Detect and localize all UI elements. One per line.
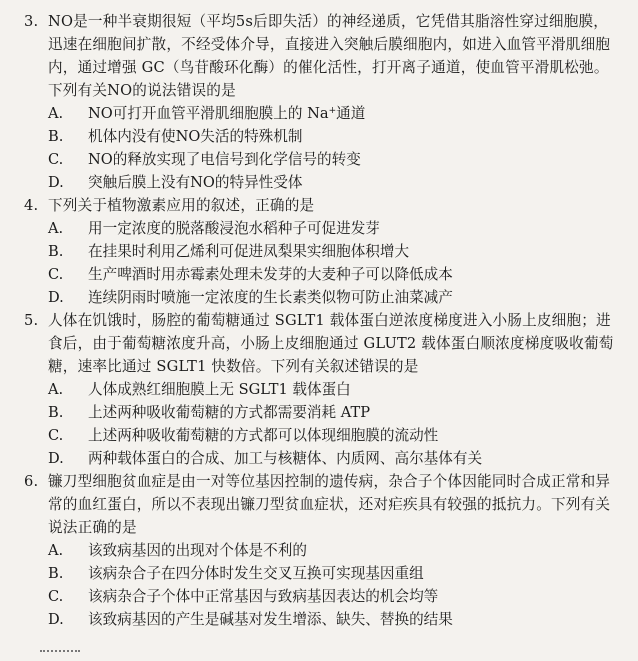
option-a [16, 102, 622, 125]
option-c [16, 424, 622, 447]
option-a [16, 378, 622, 401]
option-text: 该致病基因的出现对个体是不利的 [88, 542, 307, 559]
question-text: 下列关于植物激素应用的叙述，正确的是 [48, 197, 315, 214]
option-text: 生产啤酒时用赤霉素处理未发芽的大麦种子可以降低成本 [88, 266, 453, 283]
option-list [16, 378, 622, 470]
question-text: NO是一种半衰期很短（平均5s后即失活）的神经递质，它凭借其脂溶性穿过细胞膜，迅速在细胞间扩散，不经受体介导，直接进入突触后膜细胞内，如进入血管平滑肌细胞内，通过增强 GC（鸟苷酸环化酶）的催化活性，打开离子通道，使血管平滑肌松弛。下列有关NO的说法错误的是 [48, 13, 611, 99]
option-text: 上述两种吸收葡萄糖的方式都可以体现细胞膜的流动性 [88, 427, 439, 444]
question-text: 镰刀型细胞贫血症是由一对等位基因控制的遗传病，杂合子个体因能同时合成正常和异常的血红蛋白，所以不表现出镰刀型贫血症状，还对疟疾具有较强的抵抗力。下列有关说法正确的是 [48, 473, 611, 536]
option-d [16, 608, 622, 631]
option-b [16, 562, 622, 585]
option-c [16, 263, 622, 286]
option-c [16, 148, 622, 171]
question-number: 3. [24, 13, 39, 30]
option-text: 连续阴雨时喷施一定浓度的生长素类似物可防止油菜减产 [88, 289, 453, 306]
option-letter: B. [48, 243, 64, 260]
question-stem [16, 10, 622, 102]
option-letter: D. [48, 450, 64, 467]
option-text-tail: 通道 [336, 105, 366, 122]
option-text: 该病杂合子个体中正常基因与致病基因表达的机会均等 [88, 588, 439, 605]
question-5 [16, 309, 622, 470]
option-letter: C. [48, 151, 64, 168]
option-c [16, 585, 622, 608]
question-number: 6. [24, 473, 39, 490]
option-list [16, 102, 622, 194]
superscript-plus: + [328, 106, 337, 116]
option-letter: B. [48, 128, 64, 145]
option-text: 两种载体蛋白的合成、加工与核糖体、内质网、高尔基体有关 [88, 450, 483, 467]
option-letter: D. [48, 289, 64, 306]
option-a [16, 217, 622, 240]
option-text: 突触后膜上没有NO的特异性受体 [88, 174, 303, 191]
question-stem [16, 309, 622, 378]
cut-off-text-remnant [40, 650, 80, 656]
question-4 [16, 194, 622, 309]
option-text: 该致病基因的产生是碱基对发生增添、缺失、替换的结果 [88, 611, 453, 628]
option-text: 用一定浓度的脱落酸浸泡水稻种子可促进发芽 [88, 220, 380, 237]
option-letter: D. [48, 174, 64, 191]
question-text: 人体在饥饿时，肠腔的葡萄糖通过 SGLT1 载体蛋白逆浓度梯度进入小肠上皮细胞；进食后，由于葡萄糖浓度升高，小肠上皮细胞通过 GLUT2 载体蛋白顺浓度梯度吸收葡萄糖，速率比通过 SGLT1 快数倍。下列有关叙述错误的是 [48, 312, 614, 375]
question-number: 4. [24, 197, 39, 214]
option-text: 上述两种吸收葡萄糖的方式都需要消耗 ATP [88, 404, 371, 421]
option-d [16, 447, 622, 470]
question-6 [16, 470, 622, 631]
option-text: 在挂果时利用乙烯利可促进凤梨果实细胞体积增大 [88, 243, 410, 260]
option-list [16, 217, 622, 309]
option-text: 该病杂合子在四分体时发生交叉互换可实现基因重组 [88, 565, 424, 582]
question-stem [16, 194, 622, 217]
option-d [16, 171, 622, 194]
option-letter: C. [48, 266, 64, 283]
option-letter: A. [48, 542, 64, 559]
option-d [16, 286, 622, 309]
option-letter: A. [48, 381, 64, 398]
question-number: 5. [24, 312, 39, 329]
option-letter: A. [48, 220, 64, 237]
option-letter: C. [48, 588, 64, 605]
question-3 [16, 10, 622, 194]
option-b [16, 401, 622, 424]
option-a [16, 539, 622, 562]
option-b [16, 240, 622, 263]
option-b [16, 125, 622, 148]
option-text: 人体成熟红细胞膜上无 SGLT1 载体蛋白 [88, 381, 351, 398]
option-list [16, 539, 622, 631]
option-letter: B. [48, 565, 64, 582]
option-text: NO的释放实现了电信号到化学信号的转变 [88, 151, 361, 168]
option-text: 机体内没有使NO失活的特殊机制 [88, 128, 303, 145]
option-text: NO可打开血管平滑肌细胞膜上的 Na [88, 105, 329, 122]
option-letter: D. [48, 611, 64, 628]
option-letter: A. [48, 105, 64, 122]
option-letter: B. [48, 404, 64, 421]
option-letter: C. [48, 427, 64, 444]
question-stem [16, 470, 622, 539]
